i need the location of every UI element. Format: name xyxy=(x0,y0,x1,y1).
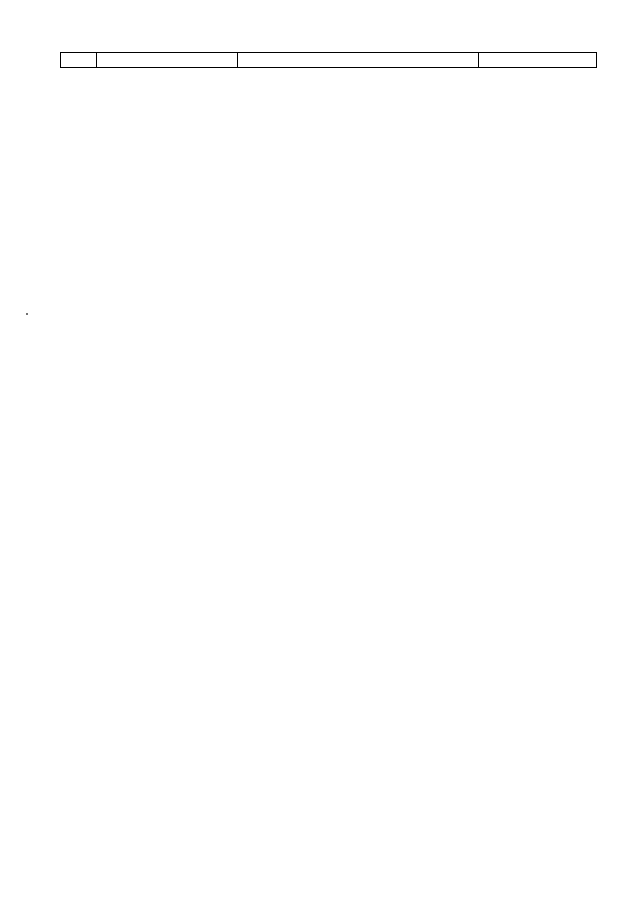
column-header-4 xyxy=(478,53,596,68)
scan-speck xyxy=(26,313,28,315)
column-header-2 xyxy=(96,53,237,68)
column-header-3 xyxy=(238,53,479,68)
column-header-1 xyxy=(61,53,97,68)
column-header-row xyxy=(60,52,597,68)
